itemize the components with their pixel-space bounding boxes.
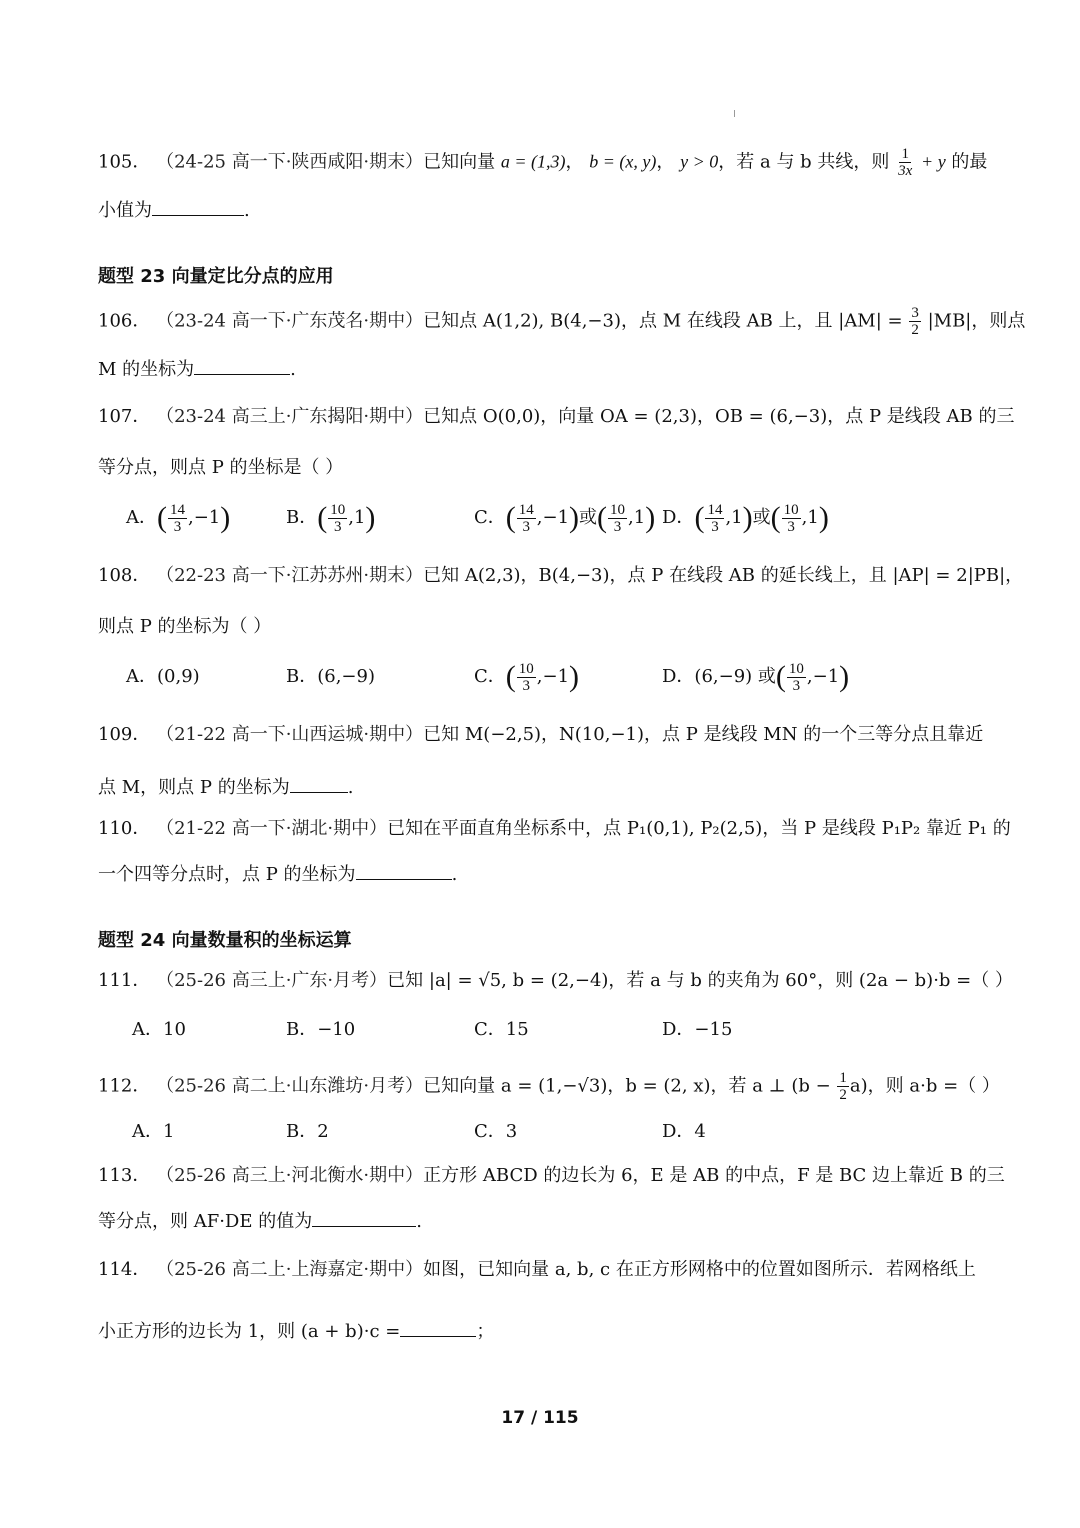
question-106: 106． （23-24 高一下·广东茂名·期中）已知点 A(1,2), B(4,−3)，点 M 在线段 AB 上，且 |AM| = $\frac{3}{2}$ |MB|，则点: [98, 305, 1026, 338]
answer-blank[interactable]: [290, 774, 348, 793]
option-c[interactable]: C．3: [474, 1121, 518, 1142]
option-d[interactable]: D．4: [662, 1121, 706, 1142]
option-b[interactable]: B．(6,−9): [286, 666, 375, 687]
question-108: 108． （22-23 高一下·江苏苏州·期末）已知 A(2,3)，B(4,−3)，点 P 在线段 AB 的延长线上，且 |AP| = 2|PB|，: [98, 565, 1024, 586]
option-c[interactable]: C．15: [474, 1019, 529, 1040]
option-b[interactable]: B．−10: [286, 1019, 356, 1040]
fraction: $\frac{1}{3x}$: [898, 146, 913, 179]
question-109: 109． （21-22 高一下·山西运城·期中）已知 M(−2,5)，N(10,−1)，点 P 是线段 MN 的一个三等分点且靠近: [98, 724, 984, 745]
option-a[interactable]: A．( $\frac{14}{3}$ ,−1): [126, 501, 231, 535]
option-a[interactable]: A．1: [132, 1121, 175, 1142]
option-b[interactable]: B．( $\frac{10}{3}$ ,1): [286, 501, 376, 535]
option-a[interactable]: A．10: [132, 1019, 186, 1040]
question-105-line2: 小值为 .: [98, 197, 250, 223]
answer-blank[interactable]: [152, 197, 244, 216]
option-d[interactable]: D．−15: [662, 1019, 733, 1040]
question-109-line2: 点 M，则点 P 的坐标为 .: [98, 774, 353, 800]
question-110-line2: 一个四等分点时，点 P 的坐标为 .: [98, 861, 457, 887]
question-113-line2: 等分点，则 AF·DE 的值为 .: [98, 1208, 422, 1234]
fraction: $\frac{1}{2}$: [839, 1070, 847, 1103]
page-tick-mark: [734, 110, 735, 117]
option-a[interactable]: A．(0,9): [126, 666, 200, 687]
answer-blank[interactable]: [194, 356, 290, 375]
question-107: 107． （23-24 高三上·广东揭阳·期中）已知点 O(0,0)，向量 OA = (2,3)，OB = (6,−3)，点 P 是线段 AB 的三: [98, 406, 1015, 427]
question-106-line2: M 的坐标为 .: [98, 356, 296, 382]
question-107-line2: 等分点，则点 P 的坐标是（ ）: [98, 457, 344, 478]
answer-blank[interactable]: [356, 861, 452, 880]
question-113: 113． （25-26 高三上·河北衡水·期中）正方形 ABCD 的边长为 6，E 是 AB 的中点，F 是 BC 边上靠近 B 的三: [98, 1165, 1005, 1186]
option-b[interactable]: B．2: [286, 1121, 329, 1142]
question-114: 114． （25-26 高二上·上海嘉定·期中）如图，已知向量 a, b, c 在正方形网格中的位置如图所示．若网格纸上: [98, 1259, 976, 1280]
option-c[interactable]: C．( $\frac{14}{3}$ ,−1)或( $\frac{10}{3}$ ,1): [474, 501, 656, 535]
section-heading-23: 题型 23 向量定比分点的应用: [98, 266, 334, 287]
question-105: 105． （24-25 高一下·陕西咸阳·期末）已知向量 a = (1,3)， b = (x, y)， y > 0，若 a 与 b 共线，则 $\frac{1}{3x}$ + y 的最: [98, 146, 988, 179]
section-heading-24: 题型 24 向量数量积的坐标运算: [98, 930, 352, 951]
question-111: 111． （25-26 高三上·广东·月考）已知 |a| = √5, b = (2,−4)，若 a 与 b 的夹角为 60°，则 (2a − b)·b =（ ）: [98, 970, 1013, 991]
question-114-line2: 小正方形的边长为 1，则 (a + b)·c = ；: [98, 1318, 494, 1344]
option-d[interactable]: D．(6,−9) 或( $\frac{10}{3}$ ,−1): [662, 660, 850, 694]
page-number: 17 / 115: [501, 1408, 579, 1428]
answer-blank[interactable]: [400, 1318, 476, 1337]
fraction: $\frac{3}{2}$: [911, 305, 919, 338]
question-110: 110． （21-22 高一下·湖北·期中）已知在平面直角坐标系中，点 P₁(0,1), P₂(2,5)，当 P 是线段 P₁P₂ 靠近 P₁ 的: [98, 818, 1011, 839]
question-112: 112． （25-26 高二上·山东潍坊·月考）已知向量 a = (1,−√3)，b = (2, x)，若 a ⊥ (b − $\frac{1}{2}$ a)，则 a·b =（ ）: [98, 1070, 1000, 1103]
question-108-line2: 则点 P 的坐标为（ ）: [98, 616, 272, 637]
option-d[interactable]: D．( $\frac{14}{3}$ ,1)或( $\frac{10}{3}$ ,1): [662, 501, 829, 535]
answer-blank[interactable]: [312, 1208, 416, 1227]
option-c[interactable]: C．( $\frac{10}{3}$ ,−1): [474, 660, 580, 694]
